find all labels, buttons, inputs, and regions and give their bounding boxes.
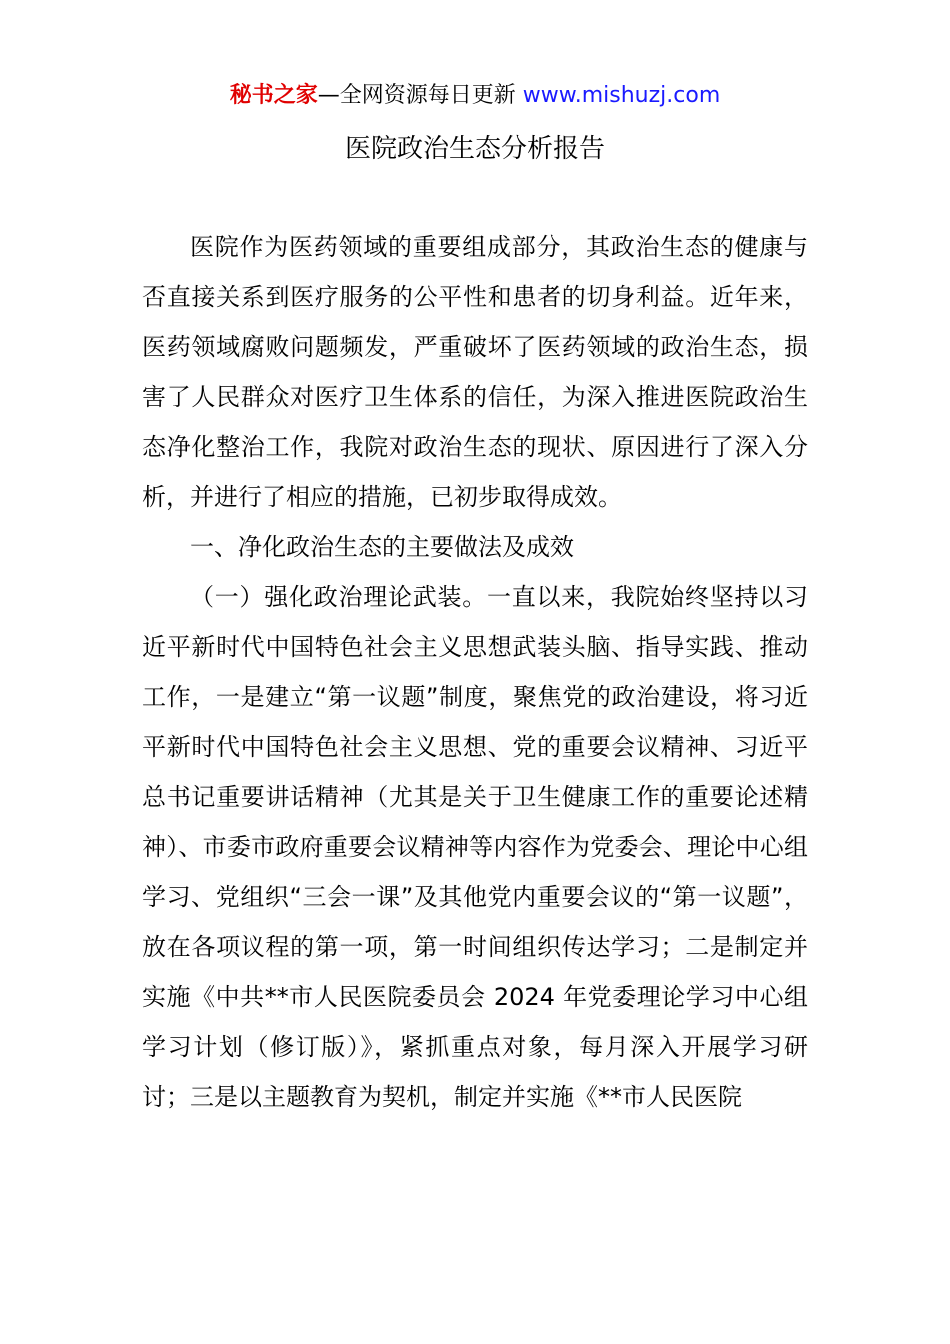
document-body xyxy=(142,222,808,1122)
document-title: 医院政治生态分析报告 xyxy=(344,134,605,164)
section-heading: 一、净化政治生态的主要做法及成效 xyxy=(190,533,574,561)
site-header xyxy=(0,82,950,110)
site-tagline: —全网资源每日更新 xyxy=(317,83,523,108)
intro-paragraph: 医院作为医药领域的重要组成部分，其政治生态的健康与否直接关系到医疗服务的公平性和患者的切身利益。近年来，医药领域腐败问题频发，严重破坏了医药领域的政治生态，损害了人民群众对医疗卫生体系的信任，为深入推进医院政治生态净化整治工作，我院对政治生态的现状、原因进行了深入分析，并进行了相应的措施，已初步取得成效。 xyxy=(142,233,808,511)
site-brand: 秘书之家 xyxy=(229,83,318,108)
site-url-link[interactable]: www.mishuzj.com xyxy=(522,83,721,108)
subsection-paragraph: （一）强化政治理论武装。一直以来，我院始终坚持以习近平新时代中国特色社会主义思想武装头脑、指导实践、推动工作，一是建立“第一议题”制度，聚焦党的政治建设，将习近平新时代中国特色社会主义思想、党的重要会议精神、习近平总书记重要讲话精神（尤其是关于卫生健康工作的重要论述精神）、市委市政府重要会议精神等内容作为党委会、理论中心组学习、党组织“三会一课”及其他党内重要会议的“第一议题”，放在各项议程的第一项，第一时间组织传达学习；二是制定并实施《中共**市人民医院委员会 2024 年党委理论学习中心组学习计划（修订版）》，紧抓重点对象，每月深入开展学习研讨；三是以主题教育为契机，制定并实施《**市人民医院 xyxy=(142,583,808,1111)
